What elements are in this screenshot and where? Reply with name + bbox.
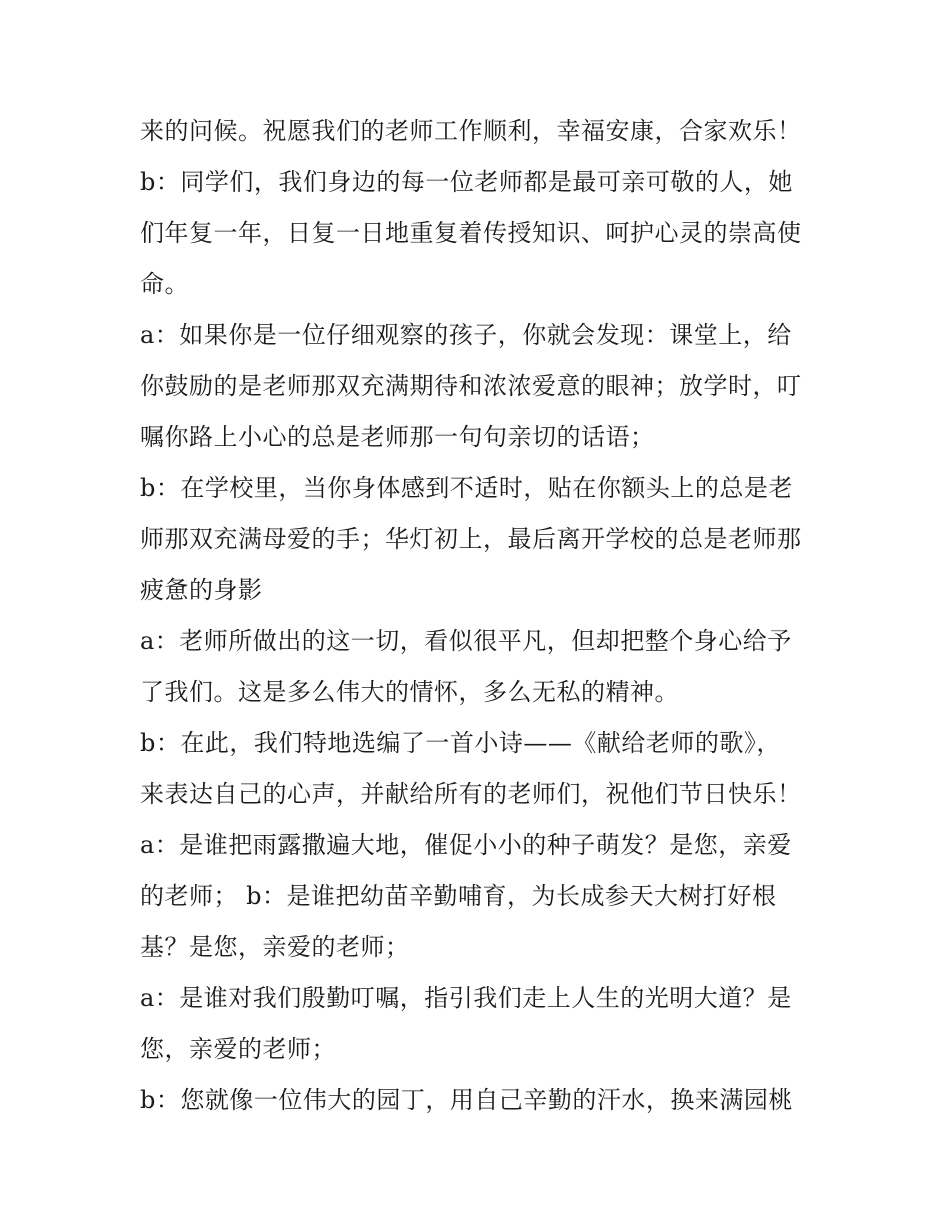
document-body: [140, 106, 830, 1126]
text-line: 疲惫的身影: [140, 576, 263, 604]
text-line: b：同学们，我们身边的每一位老师都是最可亲可敬的人，她: [140, 168, 793, 196]
text-line: 你鼓励的是老师那双充满期待和浓浓爱意的眼神；放学时，叮: [140, 372, 802, 400]
text-line: b：在此，我们特地选编了一首小诗——《献给老师的歌》，: [140, 729, 781, 757]
text-line: 的老师； b：是谁把幼苗辛勤哺育，为长成参天大树打好根: [140, 882, 777, 910]
text-line: 师那双充满母爱的手；华灯初上，最后离开学校的总是老师那: [140, 525, 802, 553]
text-line: 嘱你路上小心的总是老师那一句句亲切的话语；: [140, 423, 655, 451]
text-line: b：您就像一位伟大的园丁，用自己辛勤的汗水，换来满园桃: [140, 1086, 793, 1114]
text-line: a：是谁对我们殷勤叮嘱，指引我们走上人生的光明大道？是: [140, 984, 792, 1012]
text-line: a：如果你是一位仔细观察的孩子，你就会发现：课堂上，给: [140, 321, 792, 349]
text-line: 基？是您，亲爱的老师；: [140, 933, 410, 961]
text-line: b：在学校里，当你身体感到不适时，贴在你额头上的总是老: [140, 474, 793, 502]
text-line: 们年复一年，日复一日地重复着传授知识、呵护心灵的崇高使: [140, 219, 802, 247]
text-line: a：是谁把雨露撒遍大地，催促小小的种子萌发？是您，亲爱: [140, 831, 792, 859]
text-line: 您，亲爱的老师；: [140, 1035, 336, 1063]
text-line: 了我们。这是多么伟大的情怀，多么无私的精神。: [140, 678, 679, 706]
text-line: 来的问候。祝愿我们的老师工作顺利，幸福安康，合家欢乐！: [140, 117, 802, 145]
text-line: 命。: [140, 270, 189, 298]
text-line: 来表达自己的心声，并献给所有的老师们，祝他们节日快乐！: [140, 780, 802, 808]
text-line: a：老师所做出的这一切，看似很平凡，但却把整个身心给予: [140, 627, 792, 655]
